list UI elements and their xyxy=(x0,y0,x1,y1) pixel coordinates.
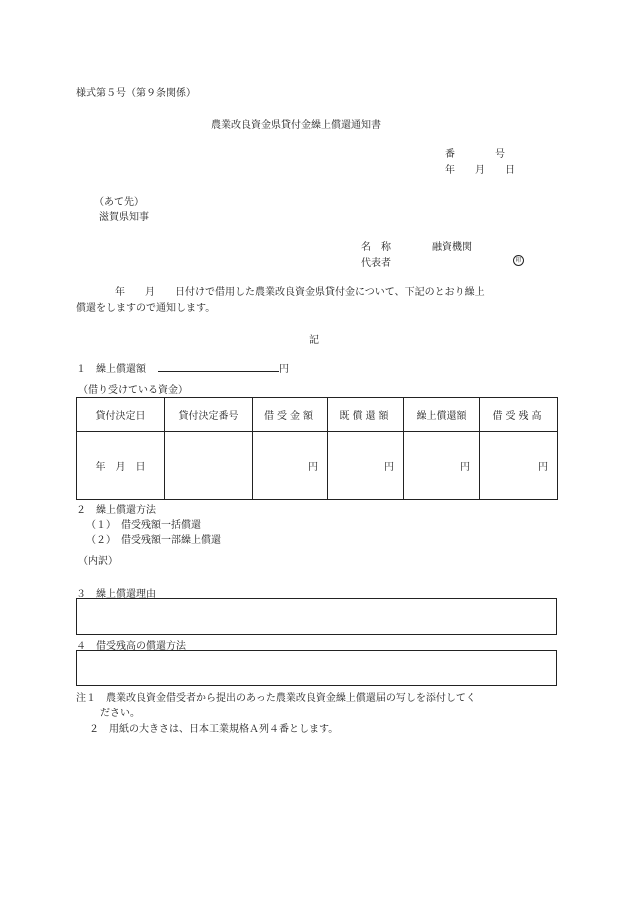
table-header-cell: 既償還額 xyxy=(328,398,404,432)
table-cell: 円 xyxy=(253,432,328,500)
seal-mark xyxy=(513,254,524,266)
table-header-cell: 貸付決定日 xyxy=(77,398,165,432)
table-row xyxy=(77,432,558,500)
note-1-line-1: 注１ 農業改良資金借受者から提出のあった農業改良資金繰上償還届の写しを添付してく xyxy=(76,693,476,704)
table-header-cell: 借受金額 xyxy=(253,398,328,432)
table-cell: 年 月 日 xyxy=(77,432,165,500)
item1-amount-line xyxy=(158,371,279,372)
table-header-cell: 繰上償還額 xyxy=(404,398,480,432)
form-number: 様式第５号（第９条関係） xyxy=(76,88,196,99)
body-text-line-2: 償還をしますので通知します。 xyxy=(76,303,216,314)
item4-method-box xyxy=(76,650,557,686)
item3-reason-box xyxy=(76,598,557,635)
loan-table xyxy=(76,397,558,500)
item1-unit: 円 xyxy=(279,364,289,375)
item2-option-2: （２） 借受残額一部繰上償還 xyxy=(86,535,221,546)
item2-label: ２ 繰上償還方法 xyxy=(76,505,156,516)
item2-option-1: （１） 借受残額一括償還 xyxy=(86,520,201,531)
sender-name-value: 融資機関 xyxy=(432,242,472,253)
document-title: 農業改良資金県貸付金繰上償還通知書 xyxy=(211,120,381,131)
table-cell: 円 xyxy=(328,432,404,500)
table-header-cell: 貸付決定番号 xyxy=(165,398,253,432)
item3-label: ３ 繰上償還理由 xyxy=(76,589,156,600)
table-header-cell: 借受残高 xyxy=(480,398,558,432)
ki-heading: 記 xyxy=(309,335,319,346)
table-header-row xyxy=(77,398,558,432)
note-2: ２ 用紙の大きさは、日本工業規格Ａ列４番とします。 xyxy=(89,724,339,735)
sender-representative-label: 代表者 xyxy=(361,258,391,269)
seal-icon: 印 xyxy=(513,255,524,266)
document-number-label: 番 号 xyxy=(445,149,505,160)
borrowed-funds-caption: （借り受けている資金） xyxy=(78,385,188,396)
table-cell: 円 xyxy=(480,432,558,500)
table-cell: 円 xyxy=(404,432,480,500)
item1-label: １ 繰上償還額 xyxy=(76,364,146,375)
note-1-line-2: ださい。 xyxy=(100,708,140,719)
addressee: 滋賀県知事 xyxy=(99,212,149,223)
addressee-prefix: （あて先） xyxy=(94,197,144,208)
item4-label: ４ 借受残高の償還方法 xyxy=(76,641,186,652)
body-text-line-1: 年 月 日付けで借用した農業改良資金県貸付金について、下記のとおり繰上 xyxy=(115,287,485,298)
sender-name-label: 名 称 xyxy=(361,242,391,253)
table-cell xyxy=(165,432,253,500)
document-date-label: 年 月 日 xyxy=(445,165,515,176)
item2-breakdown: （内訳） xyxy=(78,556,118,567)
